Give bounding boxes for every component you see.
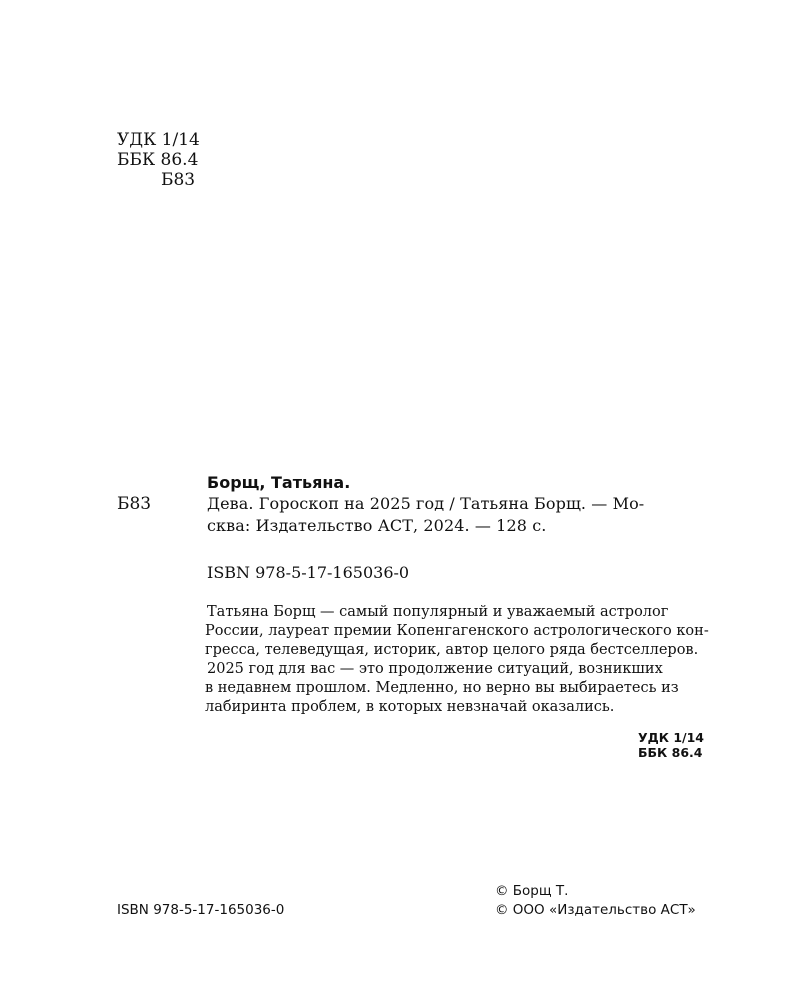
- bbk-code-bottom: ББК 86.4: [638, 745, 703, 760]
- author-mark-code: Б83: [161, 170, 196, 190]
- annotation: [207, 603, 717, 717]
- udk-code: УДК 1/14: [117, 130, 200, 150]
- author-heading: Борщ, Татьяна.: [207, 473, 351, 492]
- annotation-line: 2025 год для вас — это продолжение ситуаций, возникших: [207, 661, 663, 677]
- isbn-main: ISBN 978-5-17-165036-0: [207, 563, 410, 582]
- isbn-footer: ISBN 978-5-17-165036-0: [117, 902, 285, 918]
- annotation-line: России, лауреат премии Копенгагенского астрологического кон-: [205, 623, 709, 639]
- top-classification: [117, 130, 200, 190]
- copyright-author: © Борщ Т.: [495, 883, 569, 899]
- bbk-code: ББК 86.4: [117, 150, 199, 170]
- copyright-publisher: © ООО «Издательство АСТ»: [495, 902, 696, 918]
- annotation-line: гресса, телеведущая, историк, автор целого ряда бестселлеров.: [205, 642, 699, 658]
- annotation-line: в недавнем прошлом. Медленно, но верно вы выбираетесь из: [205, 680, 679, 696]
- copyright-block: [495, 882, 696, 920]
- annotation-line: лабиринта проблем, в которых невзначай оказались.: [205, 699, 615, 715]
- catalog-card: [207, 473, 717, 760]
- title-line-2: сква: Издательство АСТ, 2024. — 128 с.: [207, 516, 547, 535]
- catalog-author-mark: Б83: [117, 494, 152, 514]
- bottom-classification: [207, 730, 717, 760]
- title-line-1: Дева. Гороскоп на 2025 год / Татьяна Борщ. — Мо-: [207, 494, 645, 513]
- annotation-line: Татьяна Борщ — самый популярный и уважаемый астролог: [207, 604, 669, 620]
- udk-code-bottom: УДК 1/14: [638, 730, 704, 745]
